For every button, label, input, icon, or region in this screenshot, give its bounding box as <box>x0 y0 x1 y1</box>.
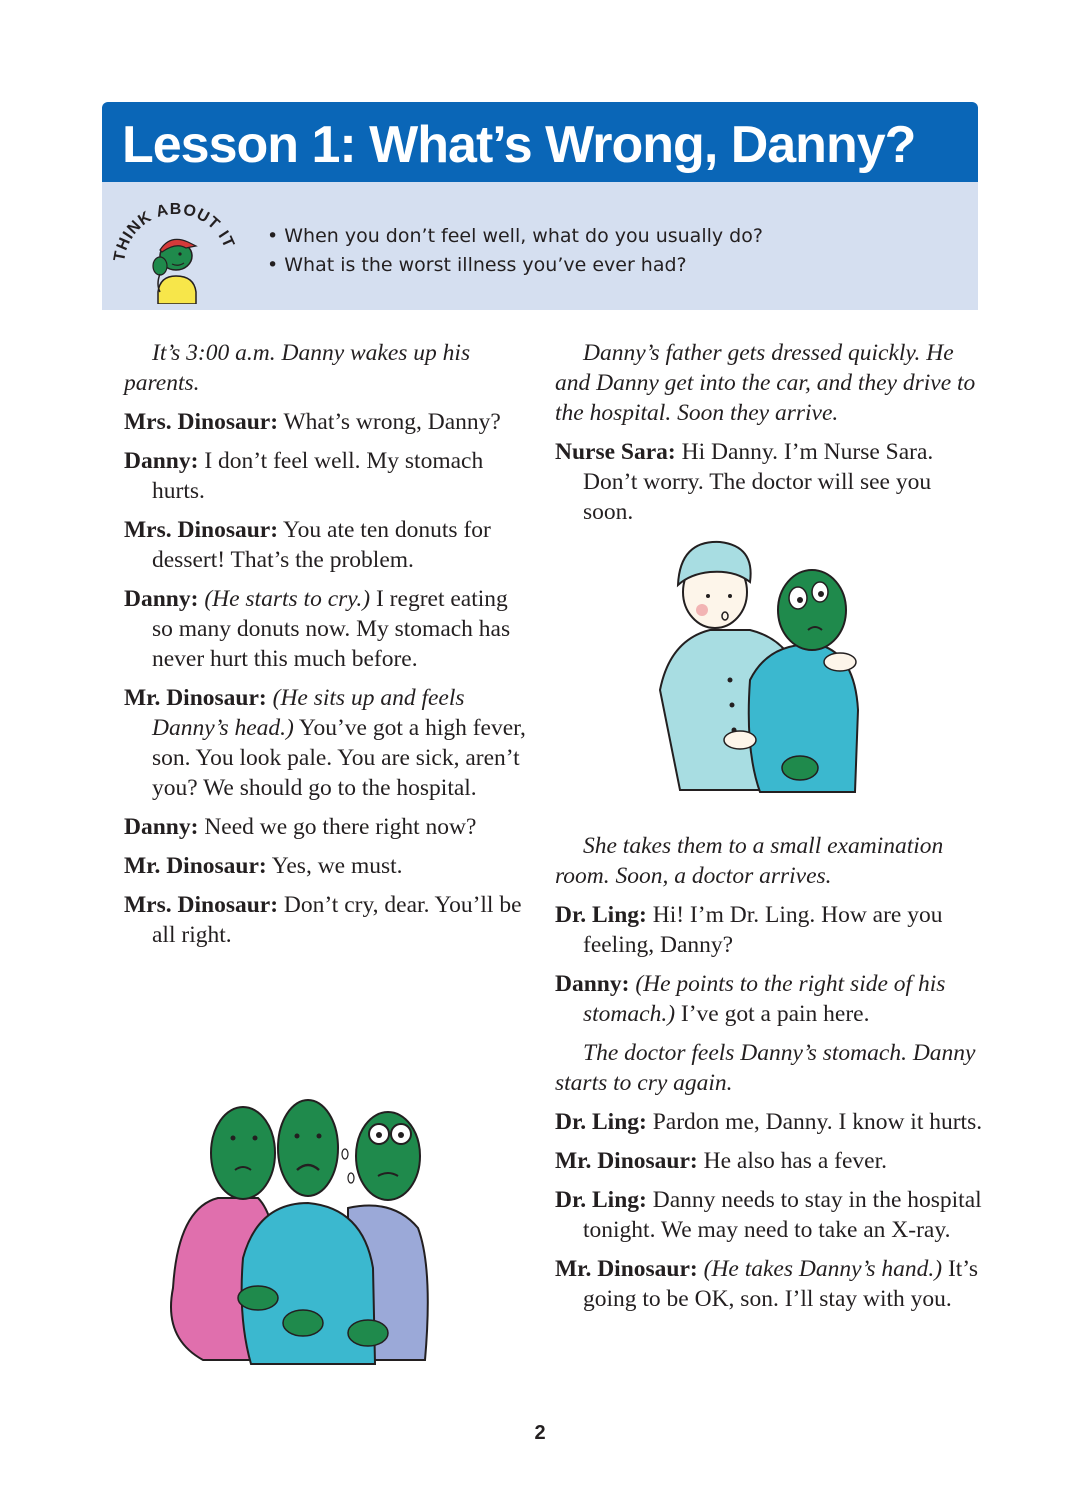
line-text: Hi! I’m Dr. Ling. How are you feeling, Danny? <box>583 902 943 958</box>
think-about-it-box <box>102 182 978 310</box>
line-text: It’s going to be OK, son. I’ll stay with you. <box>583 1256 978 1312</box>
page-number: 2 <box>534 1422 546 1444</box>
line-text: Danny needs to stay in the hospital tonight. We may need to take an X-ray. <box>583 1187 982 1243</box>
speaker: Mrs. Dinosaur: <box>124 517 279 543</box>
dialogue-line <box>555 900 985 960</box>
dialogue-line <box>124 812 534 842</box>
think-question: • When you don’t feel well, what do you usually do? <box>267 225 763 247</box>
speaker: Dr. Ling: <box>555 1109 647 1135</box>
speaker: Nurse Sara: <box>555 439 676 465</box>
line-text: I regret eating so many donuts now. My stomach has never hurt this much before. <box>152 586 511 672</box>
line-text: Don’t cry, dear. You’ll be all right. <box>152 892 522 948</box>
line-text: Hi Danny. I’m Nurse Sara. Don’t worry. The doctor will see you soon. <box>583 439 934 525</box>
narration: It’s 3:00 a.m. Danny wakes up his parents. <box>124 340 471 396</box>
speaker: Danny: <box>124 814 199 840</box>
stage-direction: (He takes Danny’s hand.) <box>703 1256 943 1282</box>
lesson-title: Lesson 1: What’s Wrong, Danny? <box>122 116 916 174</box>
speaker: Danny: <box>124 586 199 612</box>
think-about-it-badge-illustration <box>110 196 240 304</box>
stage-direction: (He starts to cry.) <box>204 586 371 612</box>
speaker: Dr. Ling: <box>555 1187 647 1213</box>
line-text: Yes, we must. <box>266 853 403 879</box>
speaker: Mr. Dinosaur: <box>555 1148 698 1174</box>
svg-text:THINK ABOUT IT: THINK ABOUT IT <box>111 200 238 263</box>
line-text: You ate ten donuts for dessert! That’s the problem. <box>152 517 491 573</box>
dialogue-line <box>124 683 534 803</box>
left-column <box>124 338 534 959</box>
speaker: Mr. Dinosaur: <box>555 1256 698 1282</box>
dialogue-line <box>124 584 534 674</box>
narration: Danny’s father gets dressed quickly. He and Danny get into the car, and they drive to the hospital. Soon they arrive. <box>555 340 976 426</box>
nurse-and-danny-illustration <box>640 530 870 802</box>
dialogue-line <box>555 1107 985 1137</box>
right-column <box>555 338 985 1323</box>
narration: The doctor feels Danny’s stomach. Danny starts to cry again. <box>555 1040 976 1096</box>
dialogue-line <box>555 1146 985 1176</box>
stage-direction: (He sits up and feels Danny’s head.) <box>152 685 465 741</box>
dialogue-line <box>555 1254 985 1314</box>
line-text: I don’t feel well. My stomach hurts. <box>152 448 484 504</box>
line-text: I’ve got a pain here. <box>675 1001 870 1027</box>
line-text: Pardon me, Danny. I know it hurts. <box>646 1109 983 1135</box>
speaker: Danny: <box>124 448 199 474</box>
dialogue-line <box>124 890 534 950</box>
line-text: What’s wrong, Danny? <box>278 409 501 435</box>
speaker: Mr. Dinosaur: <box>124 685 267 711</box>
line-text: You’ve got a high fever, son. You look pale. You are sick, aren’t you? We should go to the hospital. <box>152 715 526 801</box>
dialogue-line <box>124 515 534 575</box>
dialogue-line <box>555 1185 985 1245</box>
line-text: Need we go there right now? <box>198 814 477 840</box>
dialogue-line <box>124 446 534 506</box>
dialogue-line <box>124 851 534 881</box>
narration: She takes them to a small examination room. Soon, a doctor arrives. <box>555 833 944 889</box>
think-question: • What is the worst illness you’ve ever had? <box>267 254 687 276</box>
speaker: Mrs. Dinosaur: <box>124 409 279 435</box>
speaker: Mr. Dinosaur: <box>124 853 267 879</box>
speaker: Dr. Ling: <box>555 902 647 928</box>
dialogue-line <box>555 969 985 1029</box>
dinosaur-family-illustration <box>163 1098 443 1370</box>
line-text: He also has a fever. <box>697 1148 887 1174</box>
lesson-title-banner <box>102 102 978 182</box>
dialogue-line <box>124 407 534 437</box>
speaker: Danny: <box>555 971 630 997</box>
stage-direction: (He points to the right side of his stomach.) <box>583 971 946 1027</box>
think-questions <box>267 222 763 280</box>
dialogue-line <box>555 437 985 527</box>
speaker: Mrs. Dinosaur: <box>124 892 279 918</box>
